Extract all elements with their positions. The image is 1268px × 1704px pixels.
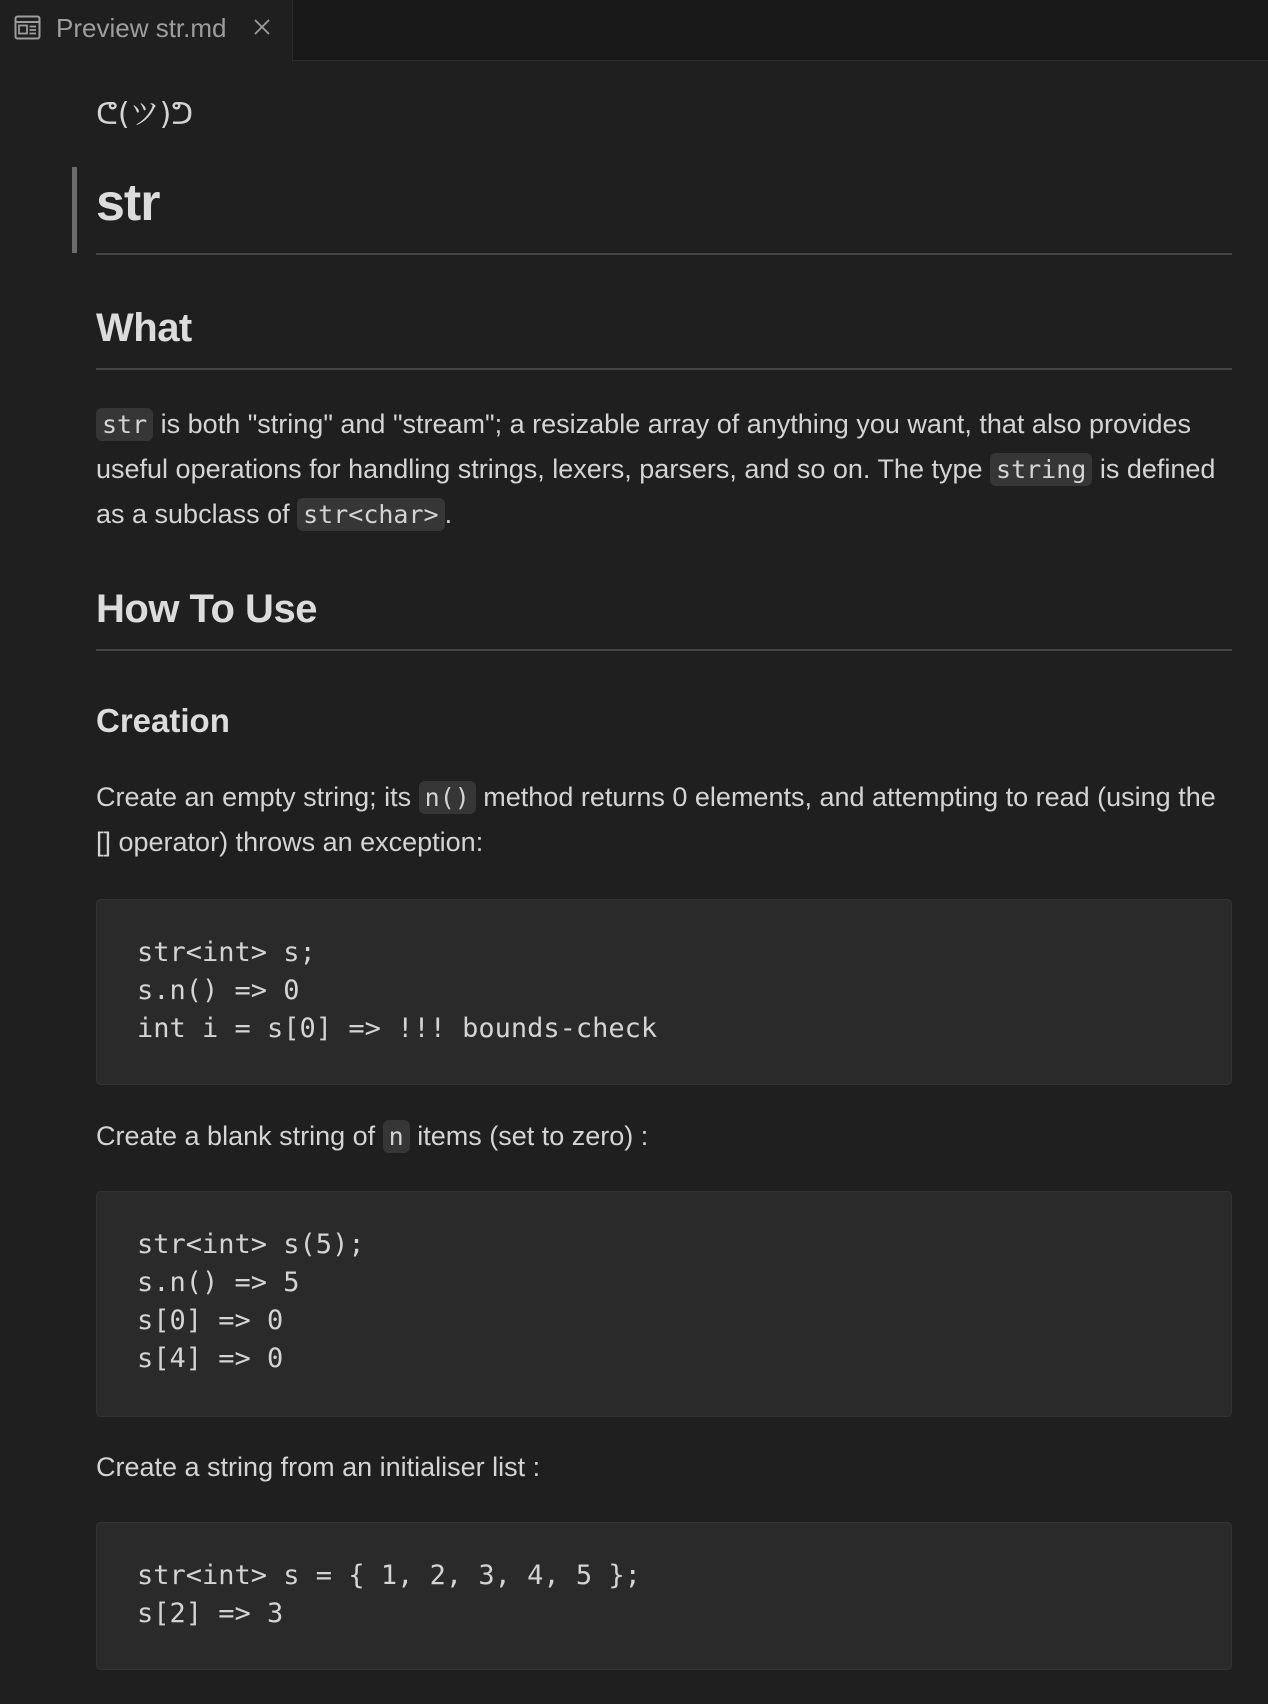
heading-focus-marker [72,167,77,253]
inline-code: str<char> [297,498,444,531]
paragraph-text: Create an empty string; its [96,782,419,812]
inline-code: n() [419,781,476,814]
code-block [96,899,1232,1085]
code-line: str<int> s; [137,937,316,968]
close-icon[interactable] [252,17,272,37]
code-block [96,1522,1232,1670]
editor-tab-bar [0,0,1268,61]
paragraph-text: method returns 0 elements, and attempting to read (using the [] operator) throws an exception: [96,782,1216,857]
tab-title: Preview str.md [56,13,227,43]
code-line: s[4] => 0 [137,1343,284,1374]
inline-code: string [990,453,1092,486]
code-line: s[2] => 3 [137,1598,284,1629]
code-line: int i = s[0] => !!! bounds-check [137,1013,658,1044]
heading-creation: Creation [96,702,230,739]
what-paragraph [96,402,1232,537]
code-block [96,1191,1232,1417]
code-line: s[0] => 0 [137,1305,284,1336]
paragraph-text: is defined as a subclass of [96,454,1216,529]
code-line: str<int> s(5); [137,1229,365,1260]
paragraph-text: . [444,499,453,529]
inline-code: n [383,1120,410,1153]
page-title: str [96,174,160,232]
h2-divider [96,368,1232,370]
heading-how-to-use: How To Use [96,587,317,631]
code-line: s.n() => 5 [137,1267,300,1298]
creation-paragraph-1 [96,775,1232,865]
tab-preview-str-md[interactable] [0,0,293,61]
preview-icon [14,15,41,40]
h2-divider [96,649,1232,651]
emoticon-text: ᕦ(ツ)ᕤ [96,97,194,132]
code-line: s.n() => 0 [137,975,300,1006]
paragraph-text: Create a blank string of [96,1121,383,1151]
creation-paragraph-3: Create a string from an initialiser list : [96,1452,541,1482]
creation-paragraph-2 [96,1114,1232,1159]
paragraph-text: is both "string" and "stream"; a resizable array of anything you want, that also provides useful operations for handling strings, lexers, parsers, and so on. The type [96,409,1192,484]
code-line: str<int> s = { 1, 2, 3, 4, 5 }; [137,1560,641,1591]
h1-divider [96,253,1232,255]
inline-code: str [96,408,153,441]
paragraph-text: items (set to zero) : [409,1121,649,1151]
heading-what: What [96,306,192,350]
